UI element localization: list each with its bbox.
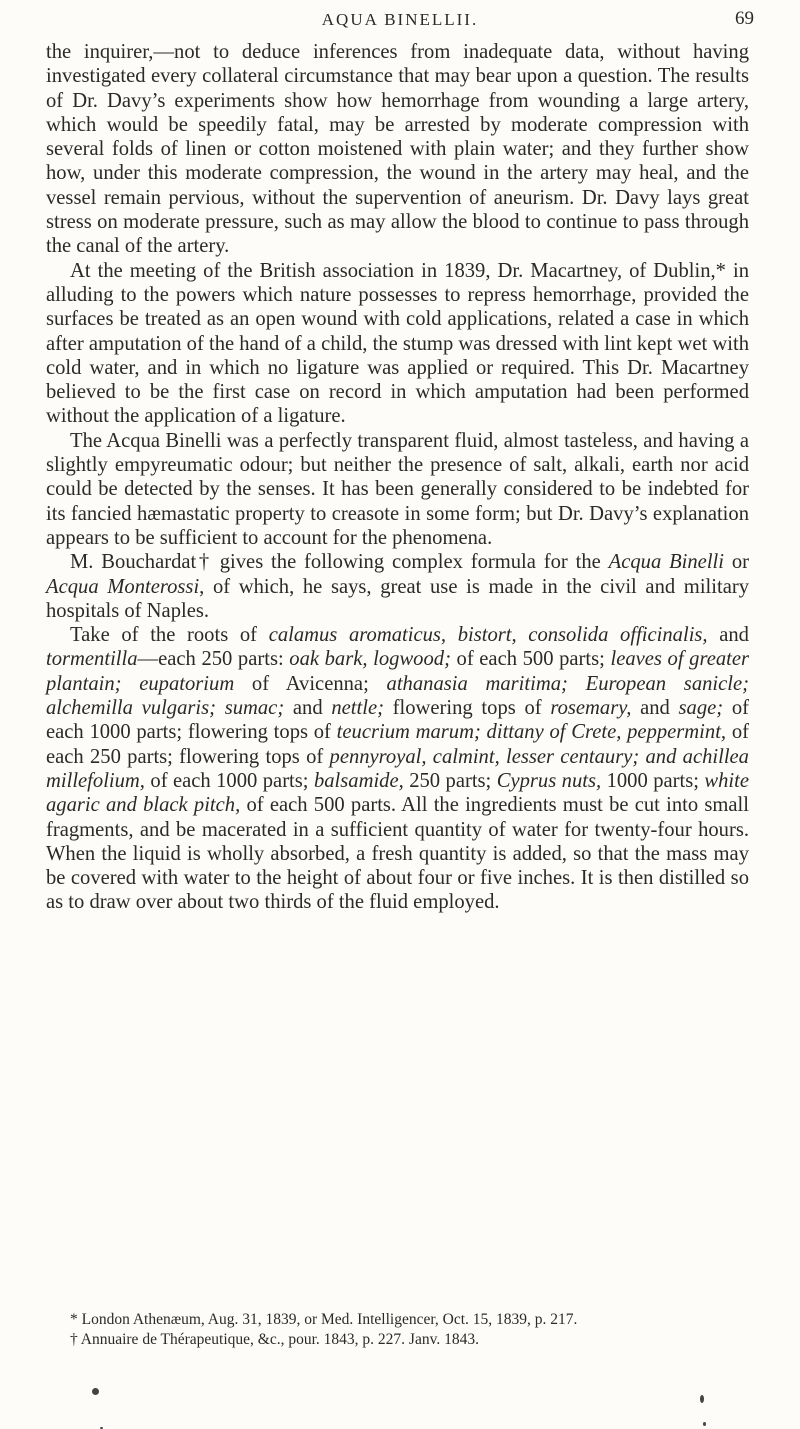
footnote: † Annuaire de Thérapeutique, &c., pour. 1843, p. 227. Janv. 1843. bbox=[70, 1331, 479, 1348]
italic-text: athanasia maritima; European sanicle; alchemilla vulgaris; sumac; bbox=[46, 672, 749, 720]
print-speck bbox=[92, 1388, 99, 1395]
italic-text: teucrium marum; dittany of Crete, peppermint, bbox=[336, 721, 727, 744]
italic-text: pennyroyal, calmint, lesser centaury; and achillea millefolium, bbox=[46, 745, 749, 792]
text-run: and bbox=[707, 624, 749, 647]
text-run: Take of the roots of bbox=[70, 624, 269, 647]
text-run: and bbox=[631, 697, 679, 720]
text-run: of Avicenna; bbox=[234, 672, 387, 695]
text-run: 250 parts; bbox=[403, 769, 497, 792]
italic-text: Acqua Monterossi bbox=[46, 575, 200, 598]
text-run: of each 1000 parts; bbox=[144, 769, 314, 792]
page-header bbox=[46, 6, 754, 36]
text-run: of each 500 parts; bbox=[450, 648, 611, 671]
page-number: 69 bbox=[735, 8, 754, 29]
text-run: and bbox=[284, 697, 332, 720]
italic-text: balsamide, bbox=[313, 769, 404, 792]
paragraph bbox=[46, 259, 749, 429]
paragraph bbox=[46, 429, 749, 550]
footnote: * London Athenæum, Aug. 31, 1839, or Med. Intelligencer, Oct. 15, 1839, p. 217. bbox=[70, 1311, 578, 1328]
italic-text: nettle; bbox=[331, 697, 384, 720]
paragraph bbox=[46, 40, 749, 259]
text-run: or bbox=[723, 551, 749, 574]
italic-text: calamus aromaticus, bistort, consolida officinalis, bbox=[268, 624, 708, 647]
text-run: The Acqua Binelli was a perfectly transparent fluid, almost tasteless, and having a slightly empyreumatic odour; but neither the presence of salt, alkali, earth nor acid could be detected by the senses. It has been generally considered to be indebted for its fancied hæmastatic property to creasote in some form; but Dr. Davy’s explanation appears to be sufficient to account for the phenomena. bbox=[46, 429, 749, 549]
text-run: M. Bouchardat† gives the following complex formula for the bbox=[70, 551, 609, 574]
running-title: AQUA BINELLII. bbox=[321, 10, 479, 29]
text-run: the inquirer,—not to deduce inferences from inadequate data, without having investigated every collateral circumstance that may bear upon a question. The results of Dr. Davy’s experiments show how hemorrhage from wounding a large artery, which would be speedily fatal, may be arrested by moderate compression with several folds of linen or cotton moistened with plain water; and they further show how, under this moderate compression, the wound in the artery may heal, and the vessel remain pervious, without the supervention of aneurism. Dr. Davy lays great stress on moderate pressure, such as may allow the blood to continue to pass through the canal of the artery. bbox=[46, 41, 749, 258]
text-run: , of which, he says, great use is made in the civil and military hospitals of Naples. bbox=[46, 575, 750, 622]
text-run: of each 250 parts; flowering tops of bbox=[46, 721, 749, 768]
italic-text: Cyprus nuts, bbox=[496, 769, 602, 792]
body-text bbox=[46, 40, 749, 915]
italic-text: tormentilla bbox=[46, 648, 138, 671]
paragraph bbox=[46, 623, 749, 915]
print-speck bbox=[700, 1395, 704, 1403]
text-run: of each 500 parts. All the ingredients must be cut into small fragments, and be macerated in a sufficient quantity of water for twenty-four hours. When the liquid is wholly absorbed, a fresh quantity is added, so that the mass may be covered with water to the height of about four or five inches. It is then distilled so as to draw over about two thirds of the fluid employed. bbox=[46, 794, 749, 914]
text-run: of each 1000 parts; flowering tops of bbox=[46, 697, 750, 744]
print-speck bbox=[703, 1422, 706, 1426]
text-run: At the meeting of the British association in 1839, Dr. Macartney, of Dublin,* in alluding to the powers which nature possesses to repress hemorrhage, provided the surfaces be treated as an open wound with cold applications, related a case in which after amputation of the hand of a child, the stump was dressed with lint kept wet with cold water, and in which no ligature was applied or required. This Dr. Macartney believed to be the first case on record in which amputation had been performed without the application of a ligature. bbox=[46, 259, 749, 428]
italic-text: sage; bbox=[678, 697, 724, 720]
italic-text: Acqua Binelli bbox=[608, 551, 724, 574]
paragraph bbox=[46, 550, 749, 623]
italic-text: leaves of greater plantain; eupatorium bbox=[46, 648, 750, 695]
footnotes bbox=[46, 1310, 749, 1350]
text-run: flowering tops of bbox=[383, 697, 551, 720]
italic-text: white agaric and black pitch, bbox=[46, 769, 750, 817]
text-run: 1000 parts; bbox=[601, 769, 705, 792]
italic-text: rosemary, bbox=[550, 697, 632, 720]
italic-text: oak bark, logwood; bbox=[289, 648, 451, 671]
text-run: —each 250 parts: bbox=[137, 648, 290, 671]
